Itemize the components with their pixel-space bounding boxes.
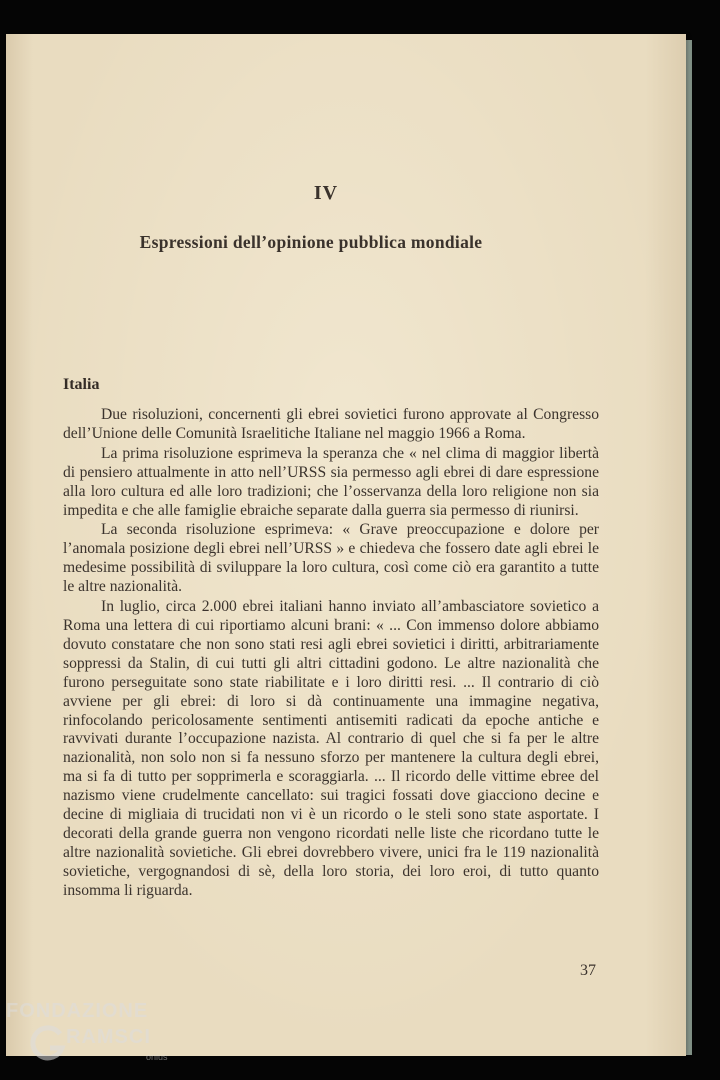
paragraph: In luglio, circa 2.000 ebrei italiani hanno inviato all’ambasciatore sovietico a Roma una lettera di cui riportiamo alcuni brani: « ... Con immenso dolore abbiamo dovuto constatare che non sono stati resi agli ebrei sovietici i diritti, arbitrariamente soppressi da Stalin, di cui tutti gli altri cittadini godono. Le altre nazionalità che furono perseguitate sono state riabilitate e i loro diritti resi. ... Il contrario di ciò avviene per gli ebrei: di loro si dà continuamente una immagine negativa, rinfocolando pericolosamente sentimenti antisemiti radicati da epoche antiche e ravvivati durante l’occupazione nazista. Al contrario di quel che si fa per le altre nazionalità, non solo non si fa nessuno sforzo per mantenere la cultura degli ebrei, ma si fa di tutto per sopprimerla e scoraggiarla. ... Il ricordo delle vittime ebree del nazismo viene crudelmente cancellato: sui tragici fossati dove giacciono decine e decine di migliaia di trucidati non vi è un ricordo o le steli sono state asportate. I decorati della grande guerra non vengono ricordati nelle liste che ricordano tutte le altre nazionalità sovietiche. Gli ebrei dovrebbero vivere, unici fra le 119 nazionalità sovietiche, vergognandosi di sè, della loro storia, dei loro eroi, di tutto quanto insomma li riguarda. [63,598,599,899]
paragraph: La seconda risoluzione esprimeva: « Grave preoccupazione e dolore per l’anomala posizione degli ebrei nell’URSS » e chiedeva che fossero date agli ebrei le medesime possibilità di sviluppare la loro cultura, così come ciò era garantito a tutte le altre nazionalità. [63,521,599,596]
chapter-title: Espressioni dell’opinione pubblica mondiale [139,232,483,252]
watermark-text: FONDAZIONE [6,1000,149,1022]
paragraph: Due risoluzioni, concernenti gli ebrei sovietici furono approvate al Congresso dell’Unione delle Comunità Israelitiche Italiane nel maggio 1966 a Roma. [63,406,599,442]
page-number: 37 [580,962,596,979]
watermark-text: RAMSCI [66,1026,151,1048]
book-page [6,34,686,1056]
watermark-text: onlus [146,1052,168,1062]
paragraph: La prima risoluzione esprimeva la speranza che « nel clima di maggior libertà di pensiero attualmente in atto nell’URSS sia permesso agli ebrei di dare espressione alla loro cultura ed alle loro tradizioni; che l’osservanza della loro religione non sia impedita e che alle famiglie ebraiche separate dalla guerra sia permesso di riunirsi. [63,444,599,519]
gramsci-g-icon [28,1024,68,1064]
body-text [63,406,599,902]
watermark-logo [6,996,206,1076]
chapter-numeral: IV [313,182,339,204]
section-heading: Italia [63,376,100,393]
